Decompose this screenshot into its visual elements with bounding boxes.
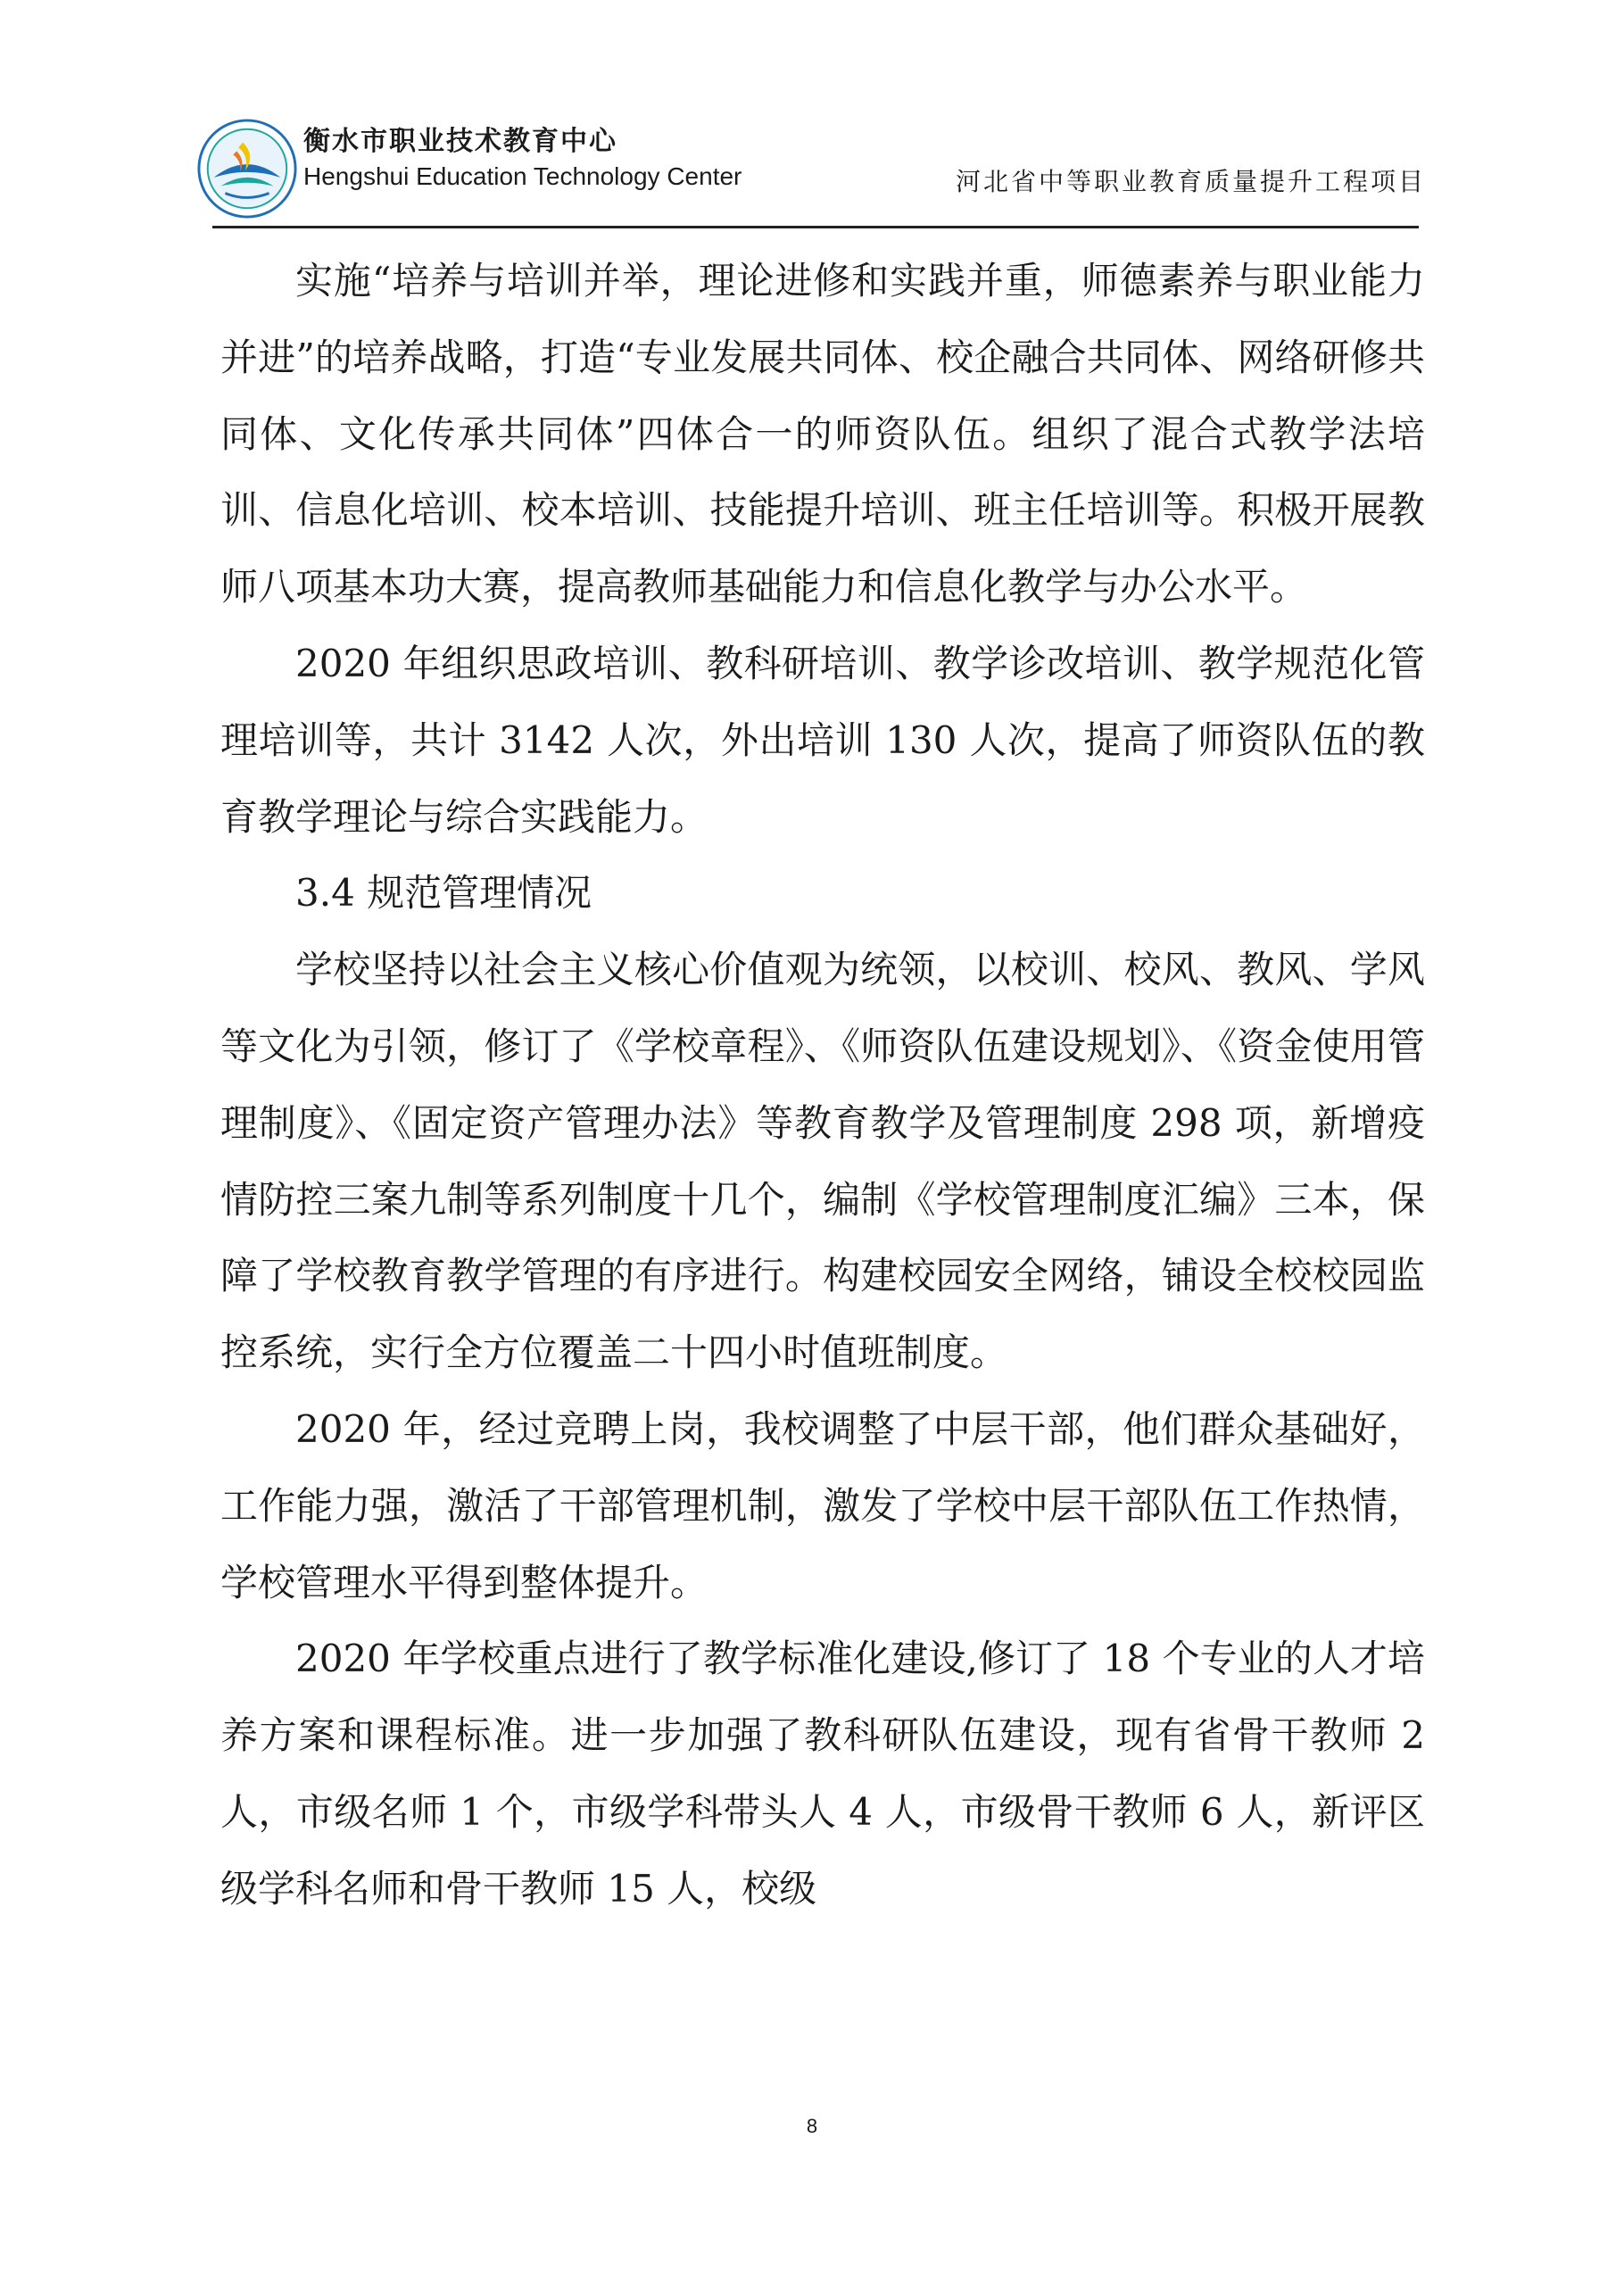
paragraph: 学校坚持以社会主义核心价值观为统领，以校训、校风、教风、学风等文化为引领，修订了《学校章程》、《师资队伍建设规划》、《资金使用管理制度》、《固定资产管理办法》等教育教学及管理制度 298 项，新增疫情防控三案九制等系列制度十几个，编制《学校管理制度汇编》三本，保障了学校教育教学管理的有序进行。构建校园安全网络，铺设全校校园监控系统，实行全方位覆盖二十四小时值班制度。 <box>220 948 1425 1375</box>
paragraph: 2020 年组织思政培训、教科研培训、教学诊改培训、教学规范化管理培训等，共计 3142 人次，外出培训 130 人次，提高了师资队伍的教育教学理论与综合实践能力。 <box>220 641 1425 839</box>
paragraph: 2020 年学校重点进行了教学标准化建设,修订了 18 个专业的人才培养方案和课程标准。进一步加强了教科研队伍建设，现有省骨干教师 2 人，市级名师 1 个，市级学科带头人 4 人，市级骨干教师 6 人，新评区级学科名师和骨干教师 15 人，校级 <box>220 1637 1425 1911</box>
school-emblem-icon <box>195 116 300 221</box>
header-divider <box>212 226 1419 228</box>
section-heading: 3.4 规范管理情况 <box>295 871 592 916</box>
organization-name-en: Hengshui Education Technology Center <box>303 162 742 190</box>
page-header <box>195 105 1426 230</box>
paragraph: 2020 年，经过竞聘上岗，我校调整了中层干部，他们群众基础好，工作能力强，激活了干部管理机制，激发了学校中层干部队伍工作热情，学校管理水平得到整体提升。 <box>220 1406 1425 1604</box>
paragraph: 实施“培养与培训并举，理论进修和实践并重，师德素养与职业能力并进”的培养战略，打造“专业发展共同体、校企融合共同体、网络研修共同体、文化传承共同体”四体合一的师资队伍。组织了混合式教学法培训、信息化培训、校本培训、技能提升培训、班主任培训等。积极开展教师八项基本功大赛，提高教师基础能力和信息化教学与办公水平。 <box>220 259 1425 609</box>
organization-name-cn: 衡水市职业技术教育中心 <box>303 126 617 157</box>
project-title: 河北省中等职业教育质量提升工程项目 <box>955 167 1426 196</box>
page-number: 8 <box>806 2115 818 2137</box>
document-body <box>220 243 1425 1927</box>
